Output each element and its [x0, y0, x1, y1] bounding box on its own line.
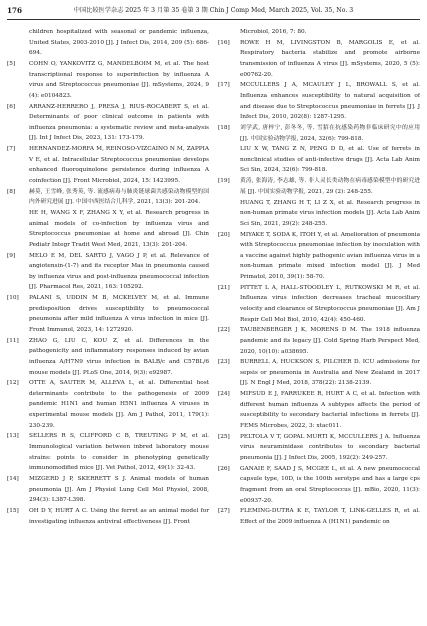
reference-number	[218, 27, 240, 38]
reference-entry	[218, 506, 420, 527]
reference-number: [14]	[7, 476, 19, 482]
reference-number: [25]	[218, 433, 230, 440]
reference-entry	[7, 378, 209, 431]
reference-entry	[7, 293, 209, 335]
reference-number: [17]	[218, 82, 230, 89]
reference-number: [16]	[218, 39, 230, 46]
reference-number: [27]	[218, 508, 230, 515]
reference-text: TAUBENBERGER J K, MORENS D M. The 1918 influenza pandemic and its legacy [J]. Cold Spring Harb Perspect Med, 2020, 10(10): a038695.	[240, 327, 420, 355]
reference-entry	[218, 357, 420, 389]
page-header	[7, 5, 420, 20]
journal-running-title: 中国比较医学杂志 2025 年 3 月第 35 卷第 3 期 Chin J Comp Med, March 2025, Vol. 35, No. 3	[73, 7, 354, 14]
reference-text: 赫莫, 王雪峰, 张秀英, 等. 流感病毒与肺炎链球菌共感染动物模型的国内外研究进展 [J]. 中国中西医结合儿科学, 2021, 13(3): 201-204.	[29, 188, 209, 206]
reference-number: [7]	[7, 146, 16, 153]
reference-text: PELTOLA V T, GOPAL MURTI K, MCCULLERS J A. Influenza virus neuraminidase contributes to secondary bacterial pneumonia [J]. J Infect Dis, 2005, 192(2): 249-257.	[240, 433, 420, 461]
reference-entry	[7, 251, 209, 293]
reference-entry	[218, 230, 420, 283]
reference-number: [9]	[7, 252, 16, 259]
reference-entry	[218, 38, 420, 80]
reference-text: OH D Y, HURT A C. Using the ferret as an animal model for investigating influenza antiviral effectiveness [J]. Front	[29, 507, 209, 525]
reference-number: [11]	[7, 337, 19, 344]
reference-entry	[7, 431, 209, 473]
reference-column-left	[7, 27, 209, 624]
reference-number: [18]	[218, 124, 230, 131]
reference-entry	[7, 27, 209, 59]
reference-number: [24]	[218, 391, 230, 398]
reference-text: 黄涛, 张海涛, 李志雄, 等. 非人灵长类动物在病毒感染模型中的研究进展 [J]. 中国实验动物学报, 2021, 29 (2): 248-255.	[240, 178, 420, 195]
reference-columns	[7, 27, 420, 624]
reference-text: children hospitalized with seasonal or pandemic influenza, United States, 2003-2010 [J]. J Infect Dis, 2014, 209 (5): 686-694.	[29, 29, 209, 57]
reference-number: [20]	[218, 231, 230, 238]
reference-number: [5]	[7, 60, 16, 67]
reference-text: FLEMING-DUTRA K E, TAYLOR T, LINK-GELLES R, et al. Effect of the 2009 influenza A (H1N1) pandemic on	[240, 508, 420, 525]
reference-number: [13]	[7, 433, 19, 440]
reference-text: PITTET L A, HALL-STOODLEY L, RUTKOWSKI M R, et al. Influenza virus infection decreases tracheal mucociliary velocity and clearance of Streptococcus pneumoniae [J]. Am J Respir Cell Mol Biol, 2010, 42(4): 450-460.	[240, 284, 420, 323]
reference-entry	[7, 474, 209, 506]
reference-number	[7, 27, 29, 59]
reference-entry	[218, 432, 420, 464]
reference-text: MELO E M, DEL SARTO J, VAGO J P, et al. Relevance of angiotensin-(1-7) and its receptor Mas in pneumonia caused by influenza virus and post-influenza pneumococcal infection [J]. Pharmacol Res, 2021, 163: 105292.	[29, 252, 209, 291]
reference-entry	[7, 144, 209, 186]
reference-text: 刘学武, 唐梓宁, 彭冬冬, 等. 雪貂在抗感染药物非临床研究中的应用 [J]. 中国实验动物学报, 2024, 32(6): 799-818.	[240, 124, 420, 142]
reference-text: OTTE A, SAUTER M, ALLEVA L, et al. Differential host determinants contribute to the pathogenesis of 2009 pandemic H1N1 and human H5N1 influenza A viruses in experimental mouse models [J]. Am J Pathol, 2011, 179(1): 230-239.	[29, 380, 209, 429]
reference-number: [6]	[7, 103, 16, 110]
reference-number: [19]	[218, 178, 230, 185]
reference-text: ARRANZ-HERRERO J, PRESA J, RIUS-ROCABERT S, et al. Determinants of poor clinical outcome in patients with influenza pneumonia: a systematic review and meta-analysis [J]. Int J Infect Dis, 2023, 131: 173-179.	[29, 103, 209, 142]
reference-text: HUANG T, ZHANG H T, LI Z X, et al. Research progress in non-human primate virus infection models [J]. Acta Lab Anim Sci Sin, 2021, 29(2): 248-255.	[240, 199, 420, 227]
reference-entry	[218, 27, 420, 38]
reference-text: GANAIE F, SAAD J S, MCGEE L, et al. A new pneumococcal capsule type, 10D, is the 100th serotype and has a large cps fragment from an oral Streptococcus [J]. mBio, 2020, 11(3): e00937-20.	[240, 465, 420, 504]
reference-number: [22]	[218, 327, 230, 334]
reference-entry	[218, 464, 420, 506]
reference-text: ZHAO G, LIU C, KOU Z, et al. Differences in the pathogenicity and inflammatory responses induced by avian influenza A/H7N9 virus infection in BALB/c and C57BL/6 mouse models [J]. PLoS One, 2014, 9(3): e92987.	[29, 337, 209, 376]
reference-number	[218, 198, 240, 230]
reference-number: [10]	[7, 295, 19, 302]
reference-entry	[218, 283, 420, 325]
reference-text: BURRELL A, HUCKSON S, PILCHER D. ICU admissions for sepsis or pneumonia in Australia and New Zealand in 2017 [J]. N Engl J Med, 2018, 378(22): 2138-2139.	[240, 359, 420, 387]
reference-entry	[218, 389, 420, 431]
reference-text: COHN O, YANKOVITZ G, MANDELBOIM M, et al. The host transcriptional response to superinfection by influenza A virus and Streptococcus pneumoniae [J]. mSystems, 2024, 9 (4): e0104823.	[29, 60, 209, 99]
reference-text: LIU X W, TANG Z N, PENG D D, et al. Use of ferrets in nonclinical studies of anti-infective drugs [J]. Acta Lab Anim Sci Sin, 2024, 32(6): 799-818.	[240, 146, 420, 174]
reference-entry	[7, 506, 209, 527]
reference-entry	[218, 144, 420, 176]
reference-number: [23]	[218, 359, 230, 366]
reference-text: HERNANDEZ-MORFA M, REINOSO-VIZCAINO N M, ZAPPIA V E, et al. Intracellular Streptococcus pneumoniae develops enhanced fluoroquinolone persistence during influenza A coinfection [J]. Front Microbiol, 2024, 15: 1423995.	[29, 146, 209, 184]
reference-entry	[7, 336, 209, 378]
reference-text: MIZGERD J P, SKERRETT S J. Animal models of human pneumonia [J]. Am J Physiol Lung Cell Mol Physiol, 2008, 294(3): L387-L398.	[29, 476, 209, 504]
reference-entry	[218, 198, 420, 230]
reference-text: PALANI S, UDDIN M B, MCKELVEY M, et al. Immune predisposition drives susceptibility to pneumococcal pneumonia after mild influenza A virus infection in mice [J]. Front Immunol, 2023, 14: 1272920.	[29, 295, 209, 333]
reference-text: SELLERS R S, CLIFFORD C B, TREUTING P M, et al. Immunological variation between inbred laboratory mouse strains: points to consider in phenotyping genetically immunomodified mice [J]. Vet Pathol, 2012, 49(1): 32-43.	[29, 433, 209, 472]
reference-number: [15]	[7, 507, 19, 514]
reference-number: [12]	[7, 380, 19, 387]
reference-number: [21]	[218, 284, 230, 291]
reference-entry	[7, 208, 209, 250]
reference-entry	[7, 102, 209, 144]
reference-entry	[7, 59, 209, 101]
reference-number: [26]	[218, 465, 230, 472]
reference-text: HE H, WANG X F, ZHANG X Y, et al. Research progress in animal models of co-infection by influenza virus and Streptococcus pneumoniae at home and abroad [J]. Chin Pediatr Integr Tradit West Med, 2021, 13(3): 201-204.	[29, 210, 209, 248]
reference-entry	[218, 123, 420, 144]
reference-number	[7, 208, 29, 250]
reference-entry	[218, 176, 420, 197]
reference-text: Microbiol, 2016, 7: 80.	[240, 29, 307, 35]
reference-column-right	[218, 27, 420, 624]
reference-text: MIYAKE T, SODA K, ITOH Y, et al. Amelioration of pneumonia with Streptococcus pneumoniae infection by inoculation with a vaccine against highly pathogenic avian influenza virus in a non-human primate mixed infection model [J]. J Med Primatol, 2010, 39(1): 58-70.	[240, 231, 420, 280]
reference-entry	[7, 187, 209, 208]
reference-number	[218, 144, 240, 176]
reference-text: ROWE H M, LIVINGSTON B, MARGOLIS E, et al. Respiratory bacteria stabilize and promote airborne transmission of influenza A virus [J]. mSystems, 2020, 5 (5): e00762-20.	[240, 39, 420, 78]
reference-entry	[218, 80, 420, 122]
reference-text: MCCULLERS J A, MCAULEY J L, BROWALL S, et al. Influenza enhances susceptibility to natural acquisition of and disease due to Streptococcus pneumoniae in ferrets [J]. J Infect Dis, 2010, 202(8): 1287-1295.	[240, 82, 420, 121]
reference-entry	[218, 325, 420, 357]
reference-number: [8]	[7, 188, 16, 195]
page-number: 176	[7, 6, 23, 15]
reference-text: MIFSUD E J, FARRUKEE R, HURT A C, et al. Infection with different human influenza A subtypes affects the period of susceptibility to secondary bacterial infections in ferrets [J]. FEMS Microbes, 2022, 3: xtac011.	[240, 391, 420, 430]
